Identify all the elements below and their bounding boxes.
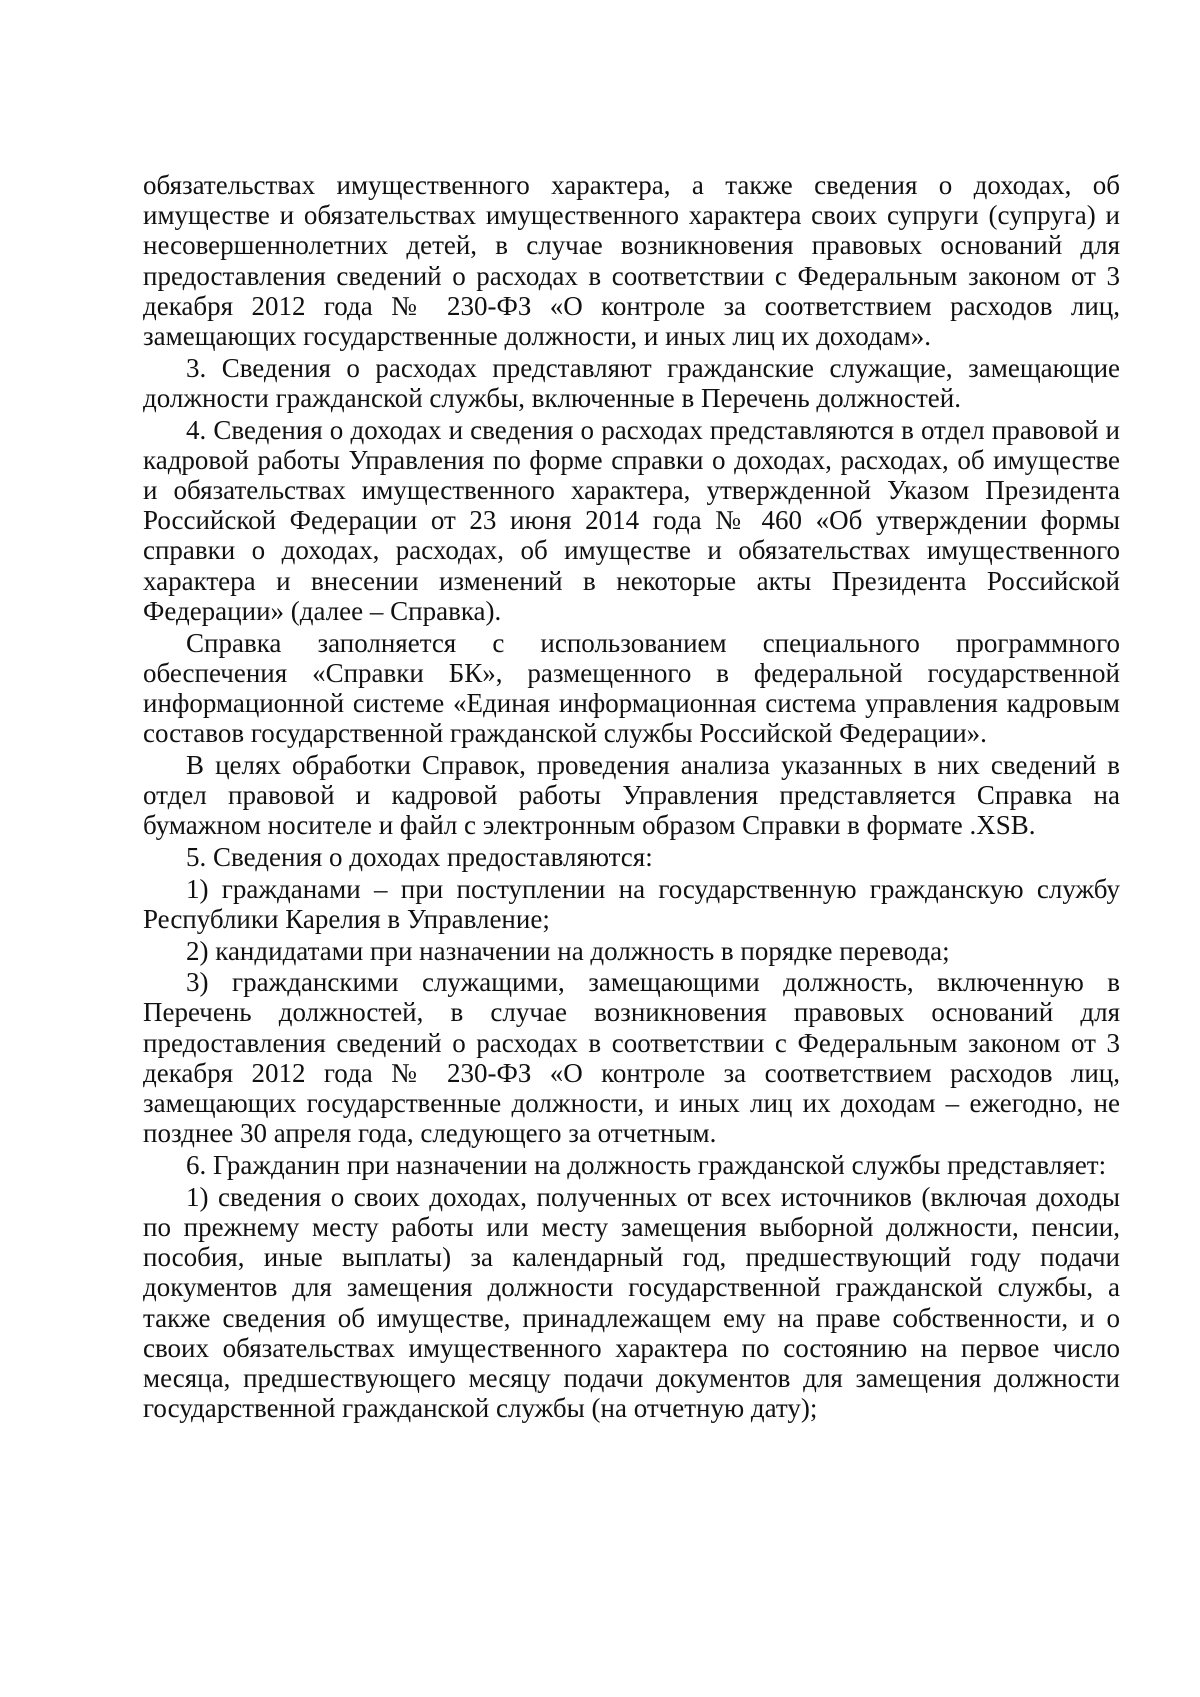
paragraph-item-5-3: 3) гражданскими служащими, замещающими должность, включенную в Перечень должностей, в случае возникновения правовых оснований для предоставления сведений о расходах в соответствии с Федеральным законом от 3 декабря 2012 года № 230-ФЗ «О контроле за соответствием расходов лиц, замещающих государственные должности, и иных лиц их доходам – ежегодно, не позднее 30 апреля года, следующего за отчетным. <box>143 967 1120 1149</box>
paragraph-item-4: 4. Сведения о доходах и сведения о расходах представляются в отдел правовой и кадровой работы Управления по форме справки о доходах, расходах, об имуществе и обязательствах имущественного характера, утвержденной Указом Президента Российской Федерации от 23 июня 2014 года № 460 «Об утверждении формы справки о доходах, расходах, об имуществе и обязательствах имущественного характера и внесении изменений в некоторые акты Президента Российской Федерации» (далее – Справка). <box>143 414 1120 626</box>
paragraph-item-6-1: 1) сведения о своих доходах, полученных от всех источников (включая доходы по прежнему месту работы или месту замещения выборной должности, пенсии, пособия, иные выплаты) за календарный год, предшествующий году подачи документов для замещения должности государственной гражданской службы, а также сведения об имуществе, принадлежащем ему на праве собственности, и о своих обязательствах имущественного характера по состоянию на первое число месяца, предшествующего месяцу подачи документов для замещения должности государственной гражданской службы (на отчетную дату); <box>143 1181 1120 1424</box>
paragraph-item-6: 6. Гражданин при назначении на должность гражданской службы представляет: <box>186 1150 1107 1180</box>
paragraph-item-5: 5. Сведения о доходах предоставляются: <box>186 841 653 872</box>
paragraph-spravka-filling: Справка заполняется с использованием специального программного обеспечения «Справки БК», размещенного в федеральной государственной информационной системе «Единая информационная система управления кадровым составов государственной гражданской службы Российской Федерации». <box>143 627 1120 749</box>
paragraph-item-5-1: 1) гражданами – при поступлении на государственную гражданскую службу Республики Карелия в Управление; <box>143 873 1120 934</box>
document-page <box>143 170 1120 1425</box>
paragraph-continuation: обязательствах имущественного характера, а также сведения о доходах, об имуществе и обязательствах имущественного характера своих супруги (супруга) и несовершеннолетних детей, в случае возникновения правовых оснований для предоставления сведений о расходах в соответствии с Федеральным законом от 3 декабря 2012 года № 230-ФЗ «О контроле за соответствием расходов лиц, замещающих государственные должности, и иных лиц их доходам». <box>143 170 1120 352</box>
paragraph-item-3: 3. Сведения о расходах представляют гражданские служащие, замещающие должности гражданской службы, включенные в Перечень должностей. <box>143 352 1120 413</box>
paragraph-item-5-2: 2) кандидатами при назначении на должность в порядке перевода; <box>186 935 950 966</box>
paragraph-spravka-processing: В целях обработки Справок, проведения анализа указанных в них сведений в отдел правовой и кадровой работы Управления представляется Справка на бумажном носителе и файл с электронным образом Справки в формате .XSB. <box>143 749 1120 841</box>
